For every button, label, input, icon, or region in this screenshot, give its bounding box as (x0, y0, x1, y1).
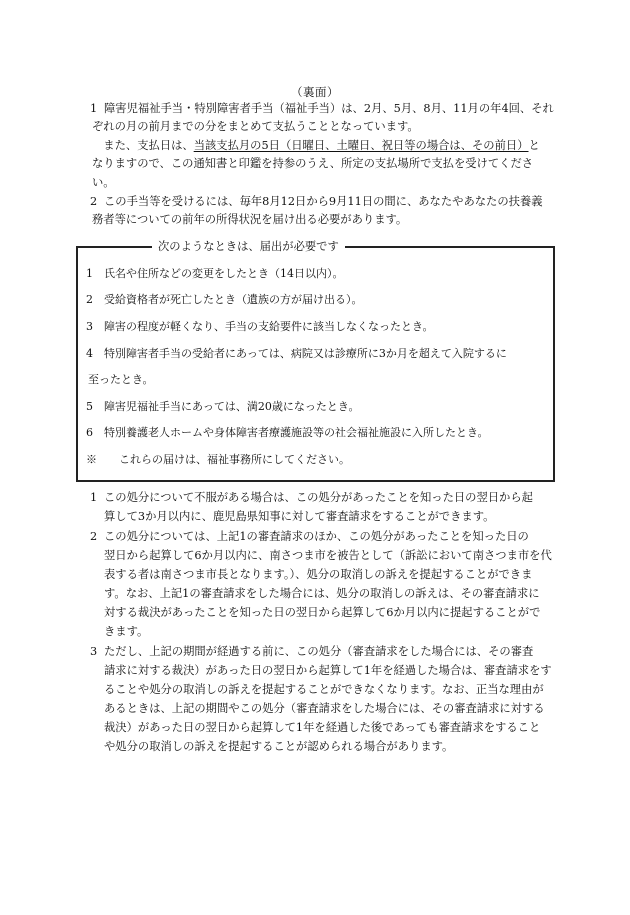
item-number: 1 (90, 102, 98, 115)
paragraph-line: この処分について不服がある場合は、この処分があったことを知った日の翌日から起 (104, 491, 533, 504)
paragraph-line: い。 (92, 176, 115, 189)
notice-item: 4 特別障害者手当の受給者にあっては、病院又は診療所に3か月を超えて入院するに (86, 347, 507, 360)
paragraph-line: 務者等についての前年の所得状況を届け出る必要があります。 (92, 213, 408, 226)
paragraph-line (92, 137, 540, 155)
item-number: 2 (90, 195, 98, 208)
paragraph-line: 障害児福祉手当・特別障害者手当（福祉手当）は、2月、5月、8月、11月の年4回、それ (104, 102, 554, 115)
notice-item: 3 障害の程度が軽くなり、手当の支給要件に該当しなくなったとき。 (86, 320, 434, 333)
paragraph-line: 請求に対する裁決）があった日の翌日から起算して1年を経過した場合は、審査請求をす (104, 664, 552, 677)
item-number: 2 (90, 530, 98, 543)
paragraph-line: なりますので、この通知書と印鑑を持参のうえ、所定の支払場所で支払を受けてくださ (92, 157, 534, 170)
paragraph-line: 表する者は南さつま市長となります。）、処分の取消しの訴えを提起することができま (104, 568, 533, 581)
notice-box-title: 次のようなときは、届出が必要です (152, 238, 345, 256)
underlined-text: 当該支払月の5日（日曜日、土曜日、祝日等の場合は、その前日） (193, 139, 529, 152)
notice-item: 5 障害児福祉手当にあっては、満20歳になったとき。 (86, 400, 360, 413)
paragraph-line: 対する裁決があったことを知った日の翌日から起算して6か月以内に提起することがで (104, 606, 541, 619)
paragraph-line: この処分については、上記1の審査請求のほか、この処分があったことを知った日の (104, 530, 529, 543)
item-number: 1 (90, 491, 98, 504)
paragraph-line: この手当等を受けるには、毎年8月12日から9月11日の間に、あなたやあなたの扶養義 (104, 195, 543, 208)
page-title: （裏面） (291, 85, 339, 99)
notice-item: 2 受給資格者が死亡したとき（遺族の方が届け出る）。 (86, 293, 363, 306)
text-span: と (528, 139, 540, 152)
paragraph-line: ぞれの月の前月までの分をまとめて支払うこととなっています。 (92, 120, 419, 133)
paragraph-line: ただし、上記の期間が経過する前に、この処分（審査請求をした場合には、その審査 (104, 645, 534, 658)
notice-box (76, 240, 555, 482)
notice-item: 1 氏名や住所などの変更をしたとき（14日以内）。 (86, 267, 344, 280)
paragraph-line: きます。 (104, 625, 149, 638)
paragraph-line: あるときは、上記の期間やこの処分（審査請求をした場合には、その審査請求に対する (104, 702, 545, 715)
item-number: 3 (90, 645, 98, 658)
notice-item: 至ったとき。 (88, 373, 154, 386)
paragraph-line: 算して3か月以内に、鹿児島県知事に対して審査請求をすることができます。 (104, 510, 495, 523)
text-span: また、支払日は、 (92, 139, 194, 152)
notice-item: 6 特別養護老人ホームや身体障害者療護施設等の社会福祉施設に入所したとき。 (86, 426, 489, 439)
paragraph-line: 翌日から起算して6か月以内に、南さつま市を被告として（訴訟において南さつま市を代 (104, 549, 552, 562)
paragraph-line: す。なお、上記1の審査請求をした場合には、処分の取消しの訴えは、その審査請求に (104, 587, 540, 600)
paragraph-line: 裁決）があった日の翌日から起算して1年を経過した後であっても審査請求をすること (104, 721, 541, 734)
paragraph-line: ることや処分の取消しの訴えを提起することができなくなります。なお、正当な理由が (104, 683, 544, 696)
paragraph-line: や処分の取消しの訴えを提起することが認められる場合があります。 (104, 740, 454, 753)
notice-note: ※ これらの届けは、福祉事務所にしてください。 (86, 453, 350, 466)
